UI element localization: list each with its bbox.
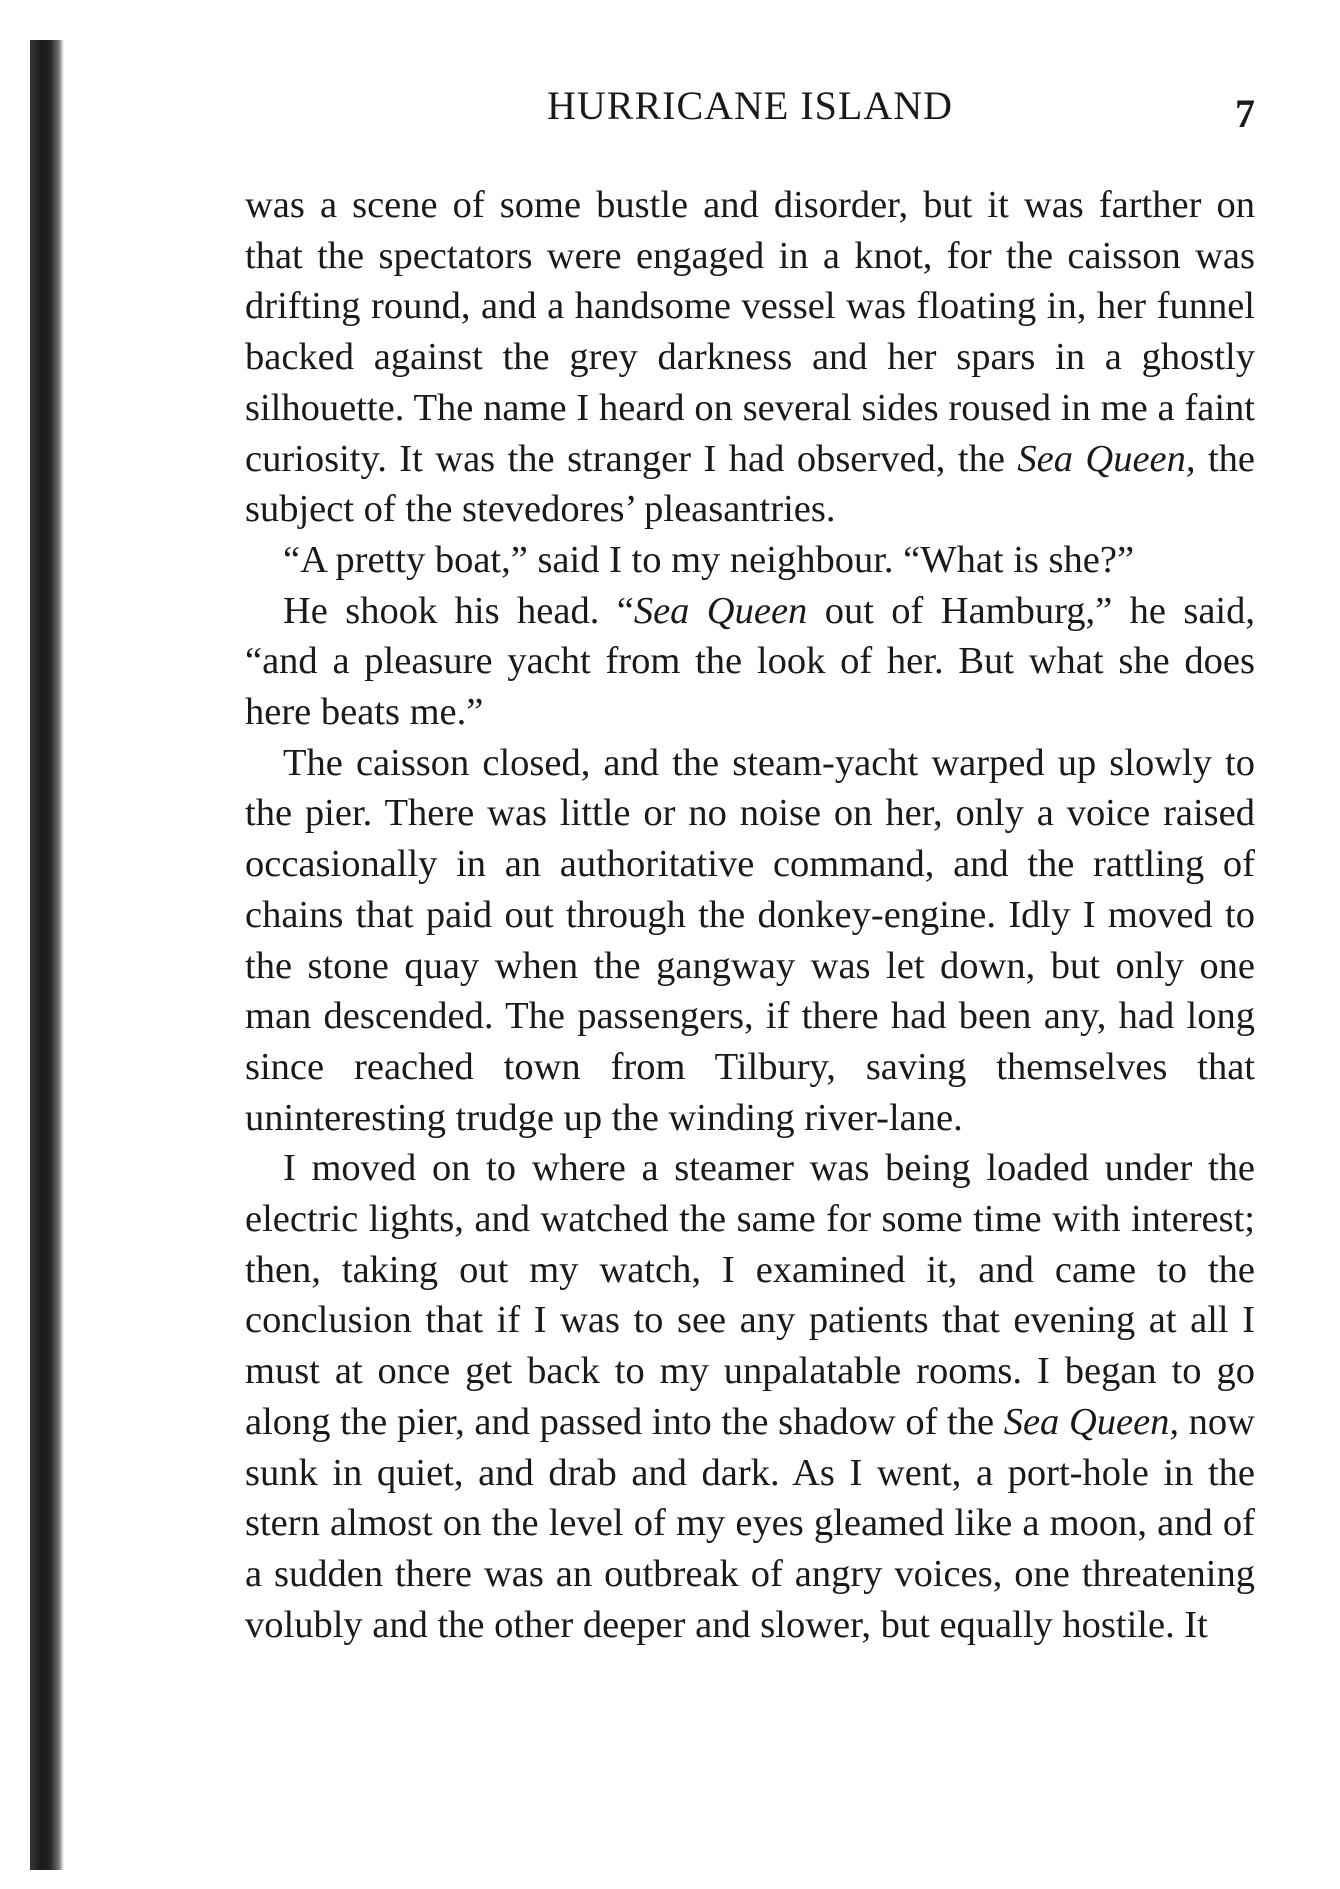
paragraph-5-italic-ship-name: Sea Queen, <box>1003 1400 1180 1443</box>
page-number: 7 <box>1235 91 1255 136</box>
paragraph-1 <box>245 180 1255 535</box>
paragraph-3 <box>245 586 1255 738</box>
paragraph-3-text-b: out of Hamburg,” he said, “and a pleasure yacht from the look of her. But what she does here beats me.” <box>245 589 1255 734</box>
paragraph-1-italic-ship-name: Sea Queen, <box>1017 437 1196 480</box>
page-header <box>245 78 1255 138</box>
paragraph-1-text-b: the subject of the stevedores’ pleasantries. <box>245 437 1255 531</box>
paragraph-1-text-a: was a scene of some bustle and disorder, but it was farther on that the spectators were engaged in a knot, for the caisson was drifting round, and a handsome vessel was floating in, her funnel backed against the grey darkness and her spars in a ghostly silhouette. The name I heard on several sides roused in me a faint curiosity. It was the stranger I had observed, the <box>245 184 1255 480</box>
paragraph-3-italic-ship-name: Sea Queen <box>633 589 808 632</box>
page-gutter-shadow <box>30 40 64 1870</box>
paragraph-2: “A pretty boat,” said I to my neighbour. “What is she?” <box>283 538 1135 581</box>
paragraph-3-text-a: He shook his head. “ <box>283 589 634 632</box>
paragraph-5-text-b: now sunk in quiet, and drab and dark. As I went, a port-hole in the stern almost on the level of my eyes gleamed like a moon, and of a sudden there was an outbreak of angry voices, one threatening volubly and the other deeper and slower, but equally hostile. It <box>245 1400 1255 1646</box>
running-head: HURRICANE ISLAND <box>547 83 953 128</box>
paragraph-5 <box>245 1143 1255 1650</box>
body-text <box>245 180 1255 1650</box>
paragraph-5-text-a: I moved on to where a steamer was being loaded under the electric lights, and watched the same for some time with interest; then, taking out my watch, I examined it, and came to the conclusion that if I was to see any patients that evening at all I must at once get back to my unpalatable rooms. I began to go along the pier, and passed into the shadow of the <box>245 1147 1255 1443</box>
paragraph-4: The caisson closed, and the steam-yacht warped up slowly to the pier. There was little or no noise on her, only a voice raised occasionally in an authoritative command, and the rattling of chains that paid out through the donkey-engine. Idly I moved to the stone quay when the gangway was let down, but only one man descended. The passengers, if there had been any, had long since reached town from Tilbury, saving themselves that uninteresting trudge up the winding river-lane. <box>245 741 1255 1139</box>
